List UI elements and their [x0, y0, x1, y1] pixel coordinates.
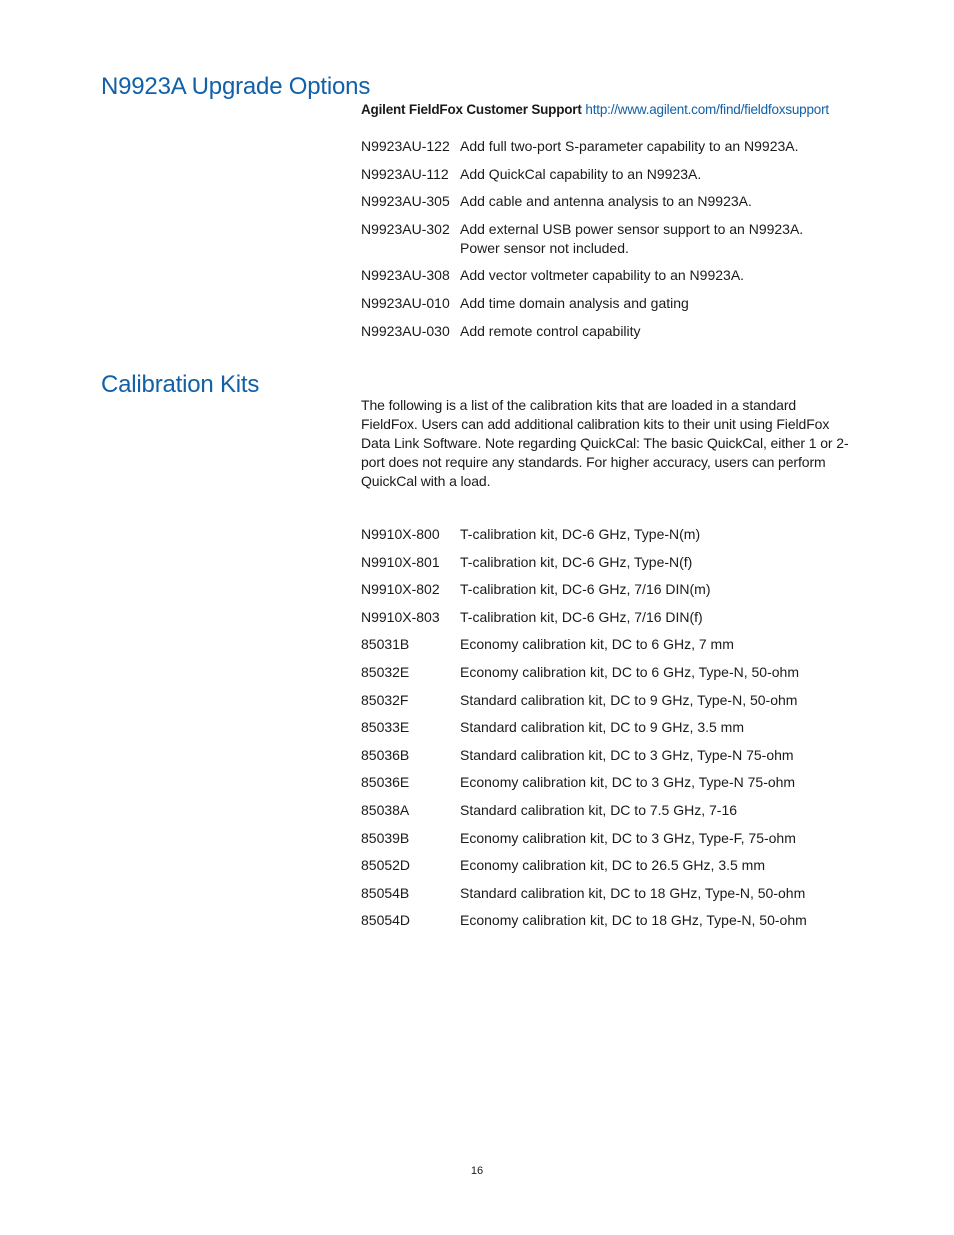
kit-code: 85054B [361, 884, 410, 901]
upgrade-options-heading: N9923A Upgrade Options [101, 73, 371, 100]
kit-code: 85036E [361, 774, 410, 791]
upgrade-option-row [361, 137, 860, 156]
customer-support-link[interactable]: http://www.agilent.com/find/fieldfoxsupport [585, 102, 829, 117]
upgrade-option-row [361, 294, 860, 313]
upgrade-options-list [361, 137, 860, 349]
page-number: 16 [470, 1165, 484, 1177]
calibration-kit-row [361, 608, 860, 627]
option-code: N9923AU-302 [361, 220, 450, 237]
option-description: Add remote control capability [460, 322, 641, 339]
kit-code: 85054D [361, 912, 411, 929]
upgrade-option-row [361, 220, 860, 258]
kit-code: N9910X-802 [361, 581, 440, 598]
option-code: N9923AU-308 [361, 267, 450, 284]
calibration-kit-row [361, 718, 860, 737]
option-description: Add time domain analysis and gating [460, 294, 689, 311]
calibration-kit-row [361, 773, 860, 792]
kit-code: 85052D [361, 857, 411, 874]
calibration-kit-row [361, 856, 860, 875]
kit-code: N9910X-801 [361, 553, 440, 570]
option-code: N9923AU-112 [361, 165, 449, 182]
kit-description: Standard calibration kit, DC to 18 GHz, Type-N, 50-ohm [460, 884, 806, 901]
option-code: N9923AU-122 [361, 138, 450, 154]
calibration-kit-row [361, 911, 860, 930]
customer-support-label: Agilent FieldFox Customer Support [361, 102, 582, 117]
kit-code: 85036B [361, 746, 410, 763]
option-description: Add external USB power sensor support to an N9923A. [460, 220, 804, 237]
kit-description: Economy calibration kit, DC to 3 GHz, Type-F, 75-ohm [460, 829, 796, 846]
kit-description: Economy calibration kit, DC to 6 GHz, Type-N, 50-ohm [460, 663, 799, 680]
calibration-kits-list [361, 525, 860, 939]
calibration-kit-row [361, 525, 860, 544]
option-description: Add QuickCal capability to an N9923A. [460, 165, 702, 182]
calibration-kits-heading: Calibration Kits [101, 371, 260, 398]
upgrade-option-row [361, 165, 860, 184]
kit-description: Economy calibration kit, DC to 26.5 GHz, 3.5 mm [460, 857, 765, 874]
kit-description: Standard calibration kit, DC to 9 GHz, 3.5 mm [460, 719, 744, 736]
kit-code: 85032E [361, 663, 410, 680]
kit-description: T-calibration kit, DC-6 GHz, Type-N(m) [460, 526, 701, 542]
kit-code: 85032F [361, 691, 409, 708]
kit-code: 85033E [361, 719, 410, 736]
calibration-kit-row [361, 746, 860, 765]
option-code: N9923AU-030 [361, 322, 450, 339]
kit-code: 85031B [361, 636, 410, 653]
kit-description: Economy calibration kit, DC to 6 GHz, 7 mm [460, 636, 734, 653]
upgrade-option-row [361, 266, 860, 285]
calibration-intro-paragraph: The following is a list of the calibration kits that are loaded in a standard FieldFox. Users can add additional calibration kits to their unit using FieldFox Data Link Software. Note regarding QuickCal: The basic QuickCal, either 1 or 2-port does not require any standards. For higher accuracy, users can perform QuickCal with a load. [361, 397, 849, 489]
kit-description: T-calibration kit, DC-6 GHz, 7/16 DIN(m) [460, 581, 711, 598]
customer-support-line [361, 102, 829, 117]
upgrade-option-row [361, 322, 860, 341]
calibration-kit-row [361, 553, 860, 572]
option-description: Add full two-port S-parameter capability to an N9923A. [460, 138, 799, 154]
kit-code: N9910X-800 [361, 526, 440, 542]
option-code: N9923AU-010 [361, 294, 450, 311]
kit-description: T-calibration kit, DC-6 GHz, Type-N(f) [460, 553, 693, 570]
kit-description: Standard calibration kit, DC to 3 GHz, Type-N 75-ohm [460, 746, 794, 763]
kit-code: 85038A [361, 801, 410, 818]
calibration-kit-row [361, 663, 860, 682]
kit-description: T-calibration kit, DC-6 GHz, 7/16 DIN(f) [460, 608, 703, 625]
upgrade-option-row [361, 192, 860, 211]
calibration-kit-row [361, 801, 860, 820]
calibration-kit-row [361, 691, 860, 710]
kit-description: Standard calibration kit, DC to 9 GHz, Type-N, 50-ohm [460, 691, 798, 708]
option-description-note: Power sensor not included. [460, 239, 629, 256]
calibration-kit-row [361, 829, 860, 848]
kit-description: Economy calibration kit, DC to 3 GHz, Type-N 75-ohm [460, 774, 796, 791]
option-description: Add cable and antenna analysis to an N9923A. [460, 193, 752, 210]
calibration-kit-row [361, 884, 860, 903]
calibration-kit-row [361, 580, 860, 599]
kit-code: N9910X-803 [361, 608, 440, 625]
option-description: Add vector voltmeter capability to an N9923A. [460, 267, 745, 284]
kit-code: 85039B [361, 829, 410, 846]
kit-description: Economy calibration kit, DC to 18 GHz, Type-N, 50-ohm [460, 912, 807, 929]
kit-description: Standard calibration kit, DC to 7.5 GHz, 7-16 [460, 801, 738, 818]
option-code: N9923AU-305 [361, 193, 450, 210]
calibration-kit-row [361, 635, 860, 654]
